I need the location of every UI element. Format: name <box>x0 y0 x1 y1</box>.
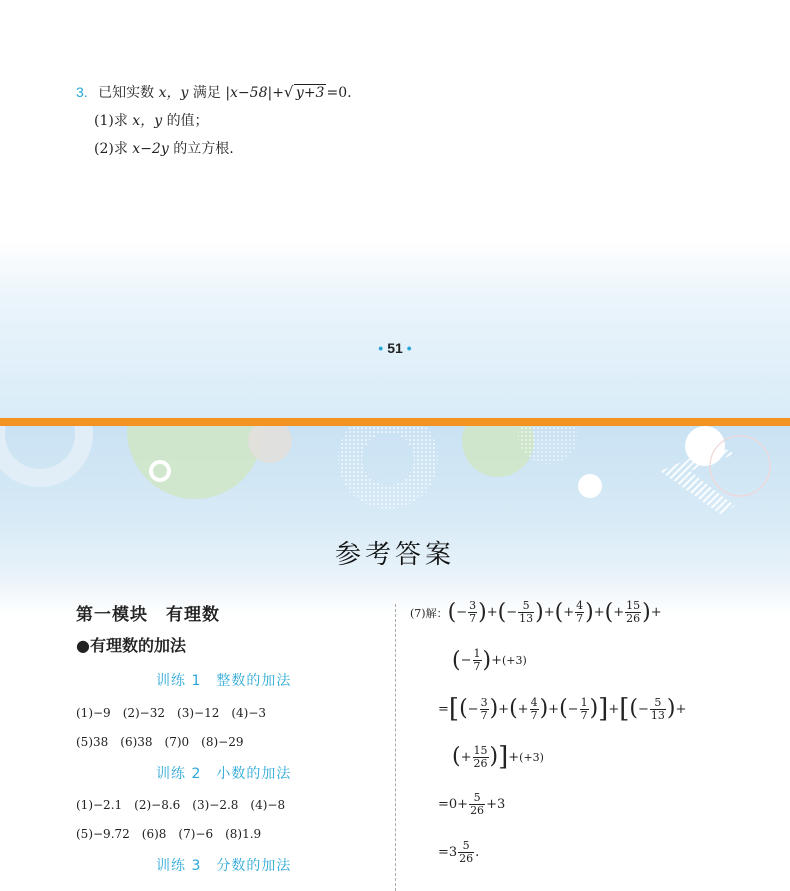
rparen: ) <box>489 696 499 721</box>
lparen: ( <box>459 696 468 721</box>
lparen: ( <box>452 744 461 769</box>
training-1-line-2: (5)38 (6)38 (7)0 (8)−29 <box>76 735 244 749</box>
fraction-5-26 <box>469 792 485 817</box>
denominator: 26 <box>473 756 488 770</box>
fraction-5-13 <box>650 697 666 722</box>
denominator: 26 <box>470 804 485 817</box>
stem-text: 已知实数 <box>98 85 155 101</box>
numerator: 3 <box>480 695 488 709</box>
denominator: 13 <box>519 612 534 625</box>
rparen: ) <box>539 696 549 721</box>
solution-label: (7)解： <box>410 606 448 620</box>
solution-line-6 <box>438 840 479 865</box>
lbracket: [ <box>619 694 630 724</box>
training-2-title: 训练 2 小数的加法 <box>156 766 292 782</box>
part1-prefix: (1)求 <box>94 113 128 129</box>
thin-ring <box>710 436 770 496</box>
lbracket: [ <box>448 694 460 724</box>
lparen: ( <box>509 696 518 721</box>
mixed-whole: =3 <box>438 845 458 860</box>
denominator: 26 <box>626 612 641 625</box>
denominator: 13 <box>650 708 665 722</box>
rparen: ) <box>478 599 487 625</box>
problem-part-2 <box>76 135 352 163</box>
green-circle-left <box>127 426 263 499</box>
sign: − <box>460 653 472 668</box>
stem-vars: x，y <box>158 85 189 101</box>
column-divider <box>395 604 396 891</box>
numerator: 15 <box>473 743 488 757</box>
equals-op: = <box>438 701 449 717</box>
lparen: ( <box>554 599 564 625</box>
sign: + <box>613 605 625 620</box>
numerator: 5 <box>473 791 481 804</box>
numerator: 4 <box>530 695 538 709</box>
fraction-15-26 <box>625 600 641 625</box>
part1-vars: x，y <box>132 113 163 129</box>
solution-line-2 <box>452 648 527 673</box>
denominator: 7 <box>469 612 477 625</box>
white-dot <box>578 474 602 498</box>
problem-stem <box>76 78 352 107</box>
sign: + <box>517 701 529 717</box>
answer-header-decoration <box>0 426 790 616</box>
lparen: ( <box>559 696 568 721</box>
page-number <box>0 340 790 356</box>
problem-3 <box>76 78 352 163</box>
sign: − <box>467 701 479 717</box>
problem-part-1 <box>76 107 352 135</box>
fraction-3-7 <box>468 600 477 625</box>
denominator: 7 <box>530 708 538 722</box>
training-1-line-1: (1)−9 (2)−32 (3)−12 (4)−3 <box>76 706 267 720</box>
dot-left-icon: • <box>378 340 384 356</box>
solution-line-3 <box>438 696 686 722</box>
plus-op: + <box>543 605 555 620</box>
dot-right-icon: • <box>406 340 412 356</box>
stem-suffix: =0. <box>326 85 352 101</box>
previous-page <box>0 0 790 418</box>
rparen: ) <box>482 647 492 673</box>
numerator: 15 <box>626 599 641 612</box>
fraction-4-7 <box>530 697 539 722</box>
part2-expression: x−2y <box>132 141 169 157</box>
plus-op: + <box>548 701 560 717</box>
plus-op: + <box>593 605 605 620</box>
plus-op: + <box>608 701 620 717</box>
page-number-text: 51 <box>387 340 403 356</box>
rparen: ) <box>642 599 651 625</box>
plus-op: + <box>650 605 662 620</box>
numerator: 4 <box>576 599 584 612</box>
plus-op: + <box>491 653 502 668</box>
lparen: ( <box>447 599 457 625</box>
solution-line-5 <box>438 792 505 817</box>
training-2-line-1: (1)−2.1 (2)−8.6 (3)−2.8 (4)−8 <box>76 798 286 812</box>
plus-3: (+3) <box>502 654 527 667</box>
fraction-5-26 <box>458 840 474 865</box>
plus-op: + <box>675 701 687 717</box>
dotted-ring <box>350 426 426 497</box>
sign: + <box>460 749 472 765</box>
denominator: 7 <box>580 708 588 722</box>
topic-title: ●有理数的加法 <box>76 636 186 655</box>
numerator: 5 <box>654 695 662 709</box>
fraction-1-7 <box>473 648 482 673</box>
period: . <box>475 845 480 860</box>
plus-op: + <box>498 701 510 717</box>
fraction-3-7 <box>480 697 489 722</box>
rparen: ) <box>589 696 599 721</box>
fraction-15-26 <box>473 745 489 770</box>
denominator: 26 <box>459 852 474 865</box>
abs-expression: |x−58| <box>225 85 273 101</box>
solution-line-1 <box>410 600 662 625</box>
sign: − <box>567 701 579 717</box>
sign: − <box>506 605 518 620</box>
part2-suffix: 的立方根. <box>173 141 234 157</box>
training-2-line-2: (5)−9.72 (6)8 (7)−6 (8)1.9 <box>76 827 262 841</box>
line5-prefix: =0+ <box>438 797 469 812</box>
lparen: ( <box>452 647 461 673</box>
plus-op: + <box>508 749 520 765</box>
section-title: 第一模块 有理数 <box>76 605 220 625</box>
sign: − <box>456 605 468 620</box>
plus-3: (+3) <box>519 750 544 764</box>
plus-sign: + <box>272 85 284 101</box>
lparen: ( <box>497 599 507 625</box>
page-separator-band <box>0 418 790 426</box>
denominator: 7 <box>480 708 488 722</box>
rbracket: ] <box>498 742 509 772</box>
numerator: 5 <box>522 599 530 612</box>
problem-number: 3. <box>76 84 88 100</box>
rparen: ) <box>666 696 676 721</box>
training-1-title: 训练 1 整数的加法 <box>156 673 292 689</box>
denominator: 7 <box>473 660 481 673</box>
solution-line-4 <box>452 744 544 770</box>
sqrt-expression <box>284 79 327 107</box>
numerator: 1 <box>473 647 481 660</box>
numerator: 3 <box>469 599 477 612</box>
part1-suffix: 的值； <box>166 113 209 129</box>
answer-title: 参考答案 <box>334 540 455 570</box>
rparen: ) <box>535 599 544 625</box>
fraction-4-7 <box>575 600 584 625</box>
fraction-5-13 <box>518 600 534 625</box>
part2-prefix: (2)求 <box>94 141 128 157</box>
lparen: ( <box>604 599 614 625</box>
ring-left <box>0 426 84 478</box>
sign: + <box>563 605 575 620</box>
white-circle <box>685 426 725 466</box>
rparen: ) <box>489 744 499 769</box>
numerator: 1 <box>580 695 588 709</box>
lparen: ( <box>629 696 638 721</box>
plus-op: + <box>486 605 498 620</box>
rparen: ) <box>585 599 594 625</box>
training-3-title: 训练 3 分数的加法 <box>156 858 292 874</box>
rbracket: ] <box>598 694 609 724</box>
decorative-circles <box>0 426 790 616</box>
numerator: 5 <box>462 839 470 852</box>
sign: − <box>637 701 649 717</box>
denominator: 7 <box>576 612 584 625</box>
fraction-1-7 <box>580 697 589 722</box>
line5-suffix: +3 <box>486 797 506 812</box>
radicand: y+3 <box>295 85 325 101</box>
stem-text-2: 满足 <box>192 85 221 101</box>
